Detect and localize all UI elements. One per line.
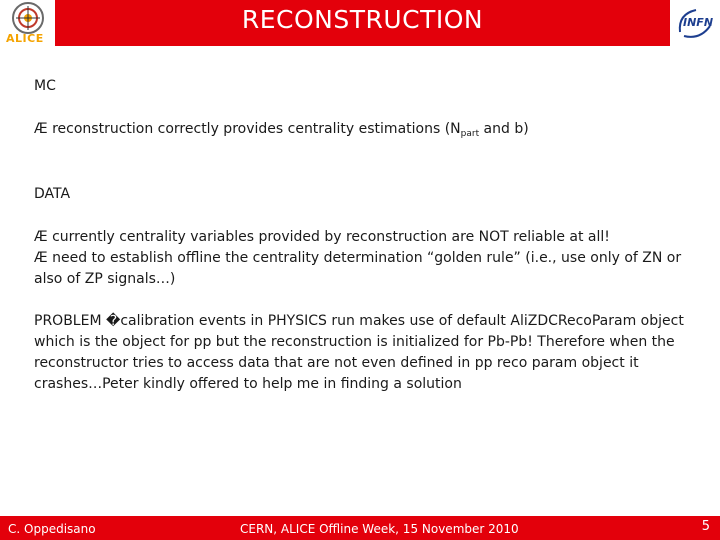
page-number: 5 <box>701 519 710 534</box>
mc-statement <box>34 119 694 140</box>
slide-body <box>34 76 694 395</box>
data-heading: DATA <box>34 186 71 202</box>
npart-subscript: part <box>460 129 480 139</box>
footer-event: CERN, ALICE Offline Week, 15 November 2010 <box>240 522 519 536</box>
slide-title: RECONSTRUCTION <box>241 5 484 34</box>
mc-statement-text: Æ reconstruction correctly provides centrality estimations (N <box>34 121 461 137</box>
mc-statement-tail: and b) <box>479 121 529 137</box>
mc-heading: MC <box>34 78 56 94</box>
infn-logo-text: INFN <box>683 16 714 29</box>
footer-bar <box>0 516 720 540</box>
data-line-2: Æ need to establish offline the centrality determination “golden rule” (i.e., use only of ZN or also of ZP signals…) <box>34 250 682 287</box>
alice-logo-text: ALICE <box>6 32 44 45</box>
data-line-1: Æ currently centrality variables provided by reconstruction are NOT reliable at all! <box>34 229 610 245</box>
problem-paragraph: PROBLEM �calibration events in PHYSICS run makes use of default AliZDCRecoParam object which is the object for pp but the reconstruction is initialized for Pb-Pb! Therefore when the reconstructor tries to access data that are not even defined in pp reco param object it crashes…Peter kindly offered to help me in finding a solution <box>34 313 684 392</box>
footer-author: C. Oppedisano <box>8 522 96 536</box>
